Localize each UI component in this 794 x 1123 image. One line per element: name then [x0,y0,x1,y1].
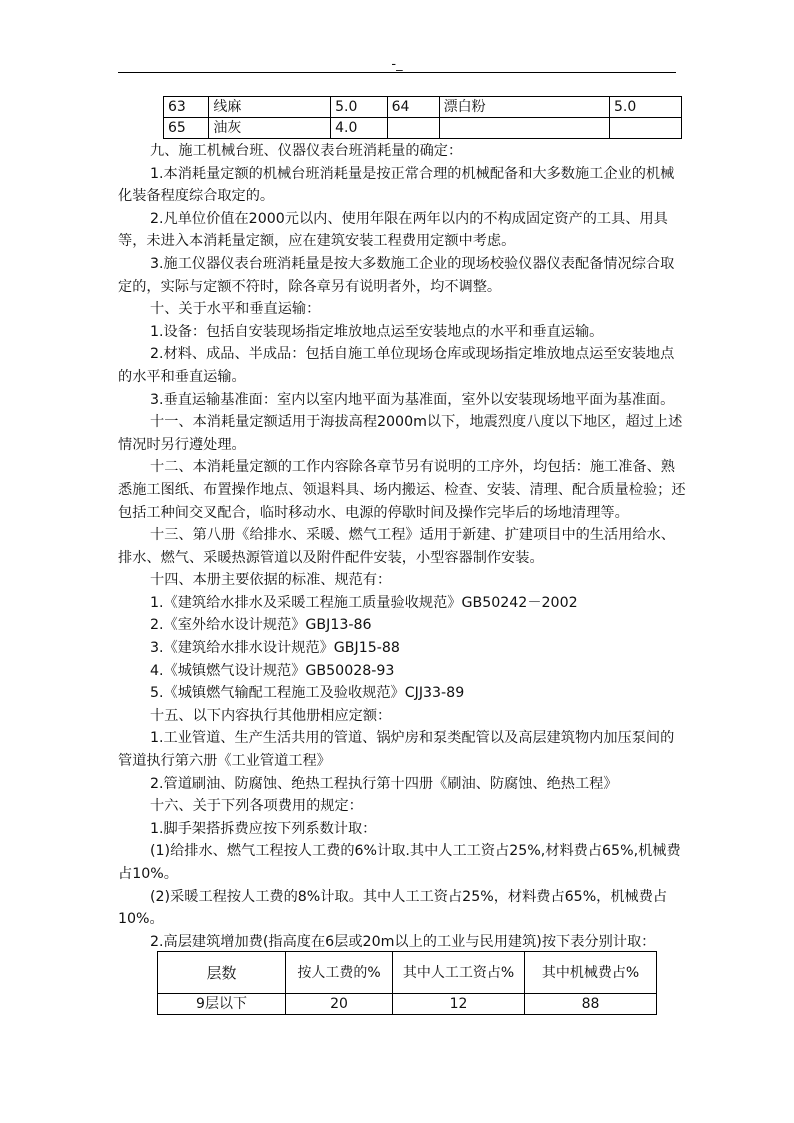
table-cell: 88 [525,994,657,1015]
table-cell: 12 [393,994,525,1015]
table-cell [387,118,439,139]
table-header-row [158,952,657,994]
table-header-cell: 按人工费的% [286,952,393,994]
paragraph: 3.垂直运输基准面：室内以室内地平面为基准面，室外以安装现场地平面为基准面。 [150,391,675,408]
table-cell: 65 [164,118,209,139]
paragraph: 1.工业管道、生产生活共用的管道、锅炉房和泵类配管以及高层建筑物内加压泵间的管道执行第六册《工业管道工程》 [118,730,675,770]
table-row [164,97,682,118]
table-cell: 20 [286,994,393,1015]
table-header-cell: 其中人工工资占% [393,952,525,994]
paragraph: 3.施工仪器仪表台班消耗量是按大多数施工企业的现场校验仪器仪表配备情况综合取定的，实际与定额不符时，除各章另有说明者外，均不调整。 [118,255,675,295]
table-cell: 线麻 [209,97,331,118]
document-body [118,140,686,953]
paragraph: 1.设备：包括自安装现场指定堆放地点运至安装地点的水平和垂直运输。 [150,323,604,340]
header-rule [118,72,676,73]
standard-item: 5.《城镇燃气输配工程施工及验收规范》CJJ33-89 [150,685,465,702]
table-cell: 4.0 [331,118,387,139]
section-heading-15: 十五、以下内容执行其他册相应定额： [150,707,392,724]
section-heading-9: 九、施工机械台班、仪器仪表台班消耗量的确定： [150,143,463,159]
table-cell: 64 [387,97,439,118]
table-header-cell: 层数 [158,952,286,994]
table-header-cell: 其中机械费占% [525,952,657,994]
table-row [164,118,682,139]
section-heading-10: 十、关于水平和垂直运输： [150,301,321,318]
table-row [158,994,657,1015]
standard-item: 2.《室外给水设计规范》GBJ13-86 [150,617,372,634]
table-cell: 5.0 [331,97,387,118]
table-cell: 5.0 [610,97,682,118]
paragraph: 2.高层建筑增加费(指高度在6层或20m以上的工业与民用建筑)按下表分别计取： [150,933,656,950]
paragraph: 2.材料、成品、半成品：包括自施工单位现场仓库或现场指定堆放地点运至安装地点的水平和垂直运输。 [118,346,675,385]
standard-item: 4.《城镇燃气设计规范》GB50028-93 [150,662,395,679]
paragraph: 2.凡单位价值在2000元以内、使用年限在两年以内的不构成固定资产的工具、用具等，未进入本消耗量定额，应在建筑安装工程费用定额中考虑。 [118,210,668,250]
table-cell [439,118,609,139]
paragraph: 1.本消耗量定额的机械台班消耗量是按正常合理的机械配备和大多数施工企业的机械化装备程度综合取定的。 [118,165,675,205]
table-cell: 漂白粉 [439,97,609,118]
section-heading-13: 十三、第八册《给排水、采暖、燃气工程》适用于新建、扩建项目中的生活用给水、排水、燃气、采暖热源管道以及附件配件安装，小型容器制作安装。 [118,527,675,566]
paragraph: (2)采暖工程按人工费的8%计取。其中人工工资占25%，材料费占65%，机械费占10%。 [118,888,668,928]
material-table [163,96,682,139]
paragraph: 2.管道刷油、防腐蚀、绝热工程执行第十四册《刷油、防腐蚀、绝热工程》 [150,775,618,792]
high-rise-fee-table [157,951,657,1015]
paragraph: (1)给排水、燃气工程按人工费的6%计取.其中人工工资占25%,材料费占65%,机械费占10%。 [118,843,681,882]
section-heading-16: 十六、关于下列各项费用的规定： [150,798,363,815]
table-cell: 63 [164,97,209,118]
table-cell: 9层以下 [158,994,286,1015]
standard-item: 3.《建筑给水排水设计规范》GBJ15-88 [150,640,400,657]
section-heading-14: 十四、本册主要依据的标准、规范有： [150,572,392,589]
table-cell [610,118,682,139]
paragraph: 1.脚手架搭拆费应按下列系数计取： [150,820,377,837]
section-heading-12: 十二、本消耗量定额的工作内容除各章节另有说明的工序外，均包括：施工准备、熟悉施工图纸、布置操作地点、领退料具、场内搬运、检查、安装、清理、配合质量检验；还包括工种间交叉配合，临时移动水、电源的停歇时间及操作完毕后的场地清理等。 [118,459,686,521]
section-heading-11: 十一、本消耗量定额适用于海拔高程2000m以下，地震烈度八度以下地区，超过上述情况时另行遵处理。 [118,414,683,453]
table-cell: 油灰 [209,118,331,139]
page-header-mark: -_ [391,57,403,72]
standard-item: 1.《建筑给水排水及采暖工程施工质量验收规范》GB50242－2002 [150,594,578,611]
